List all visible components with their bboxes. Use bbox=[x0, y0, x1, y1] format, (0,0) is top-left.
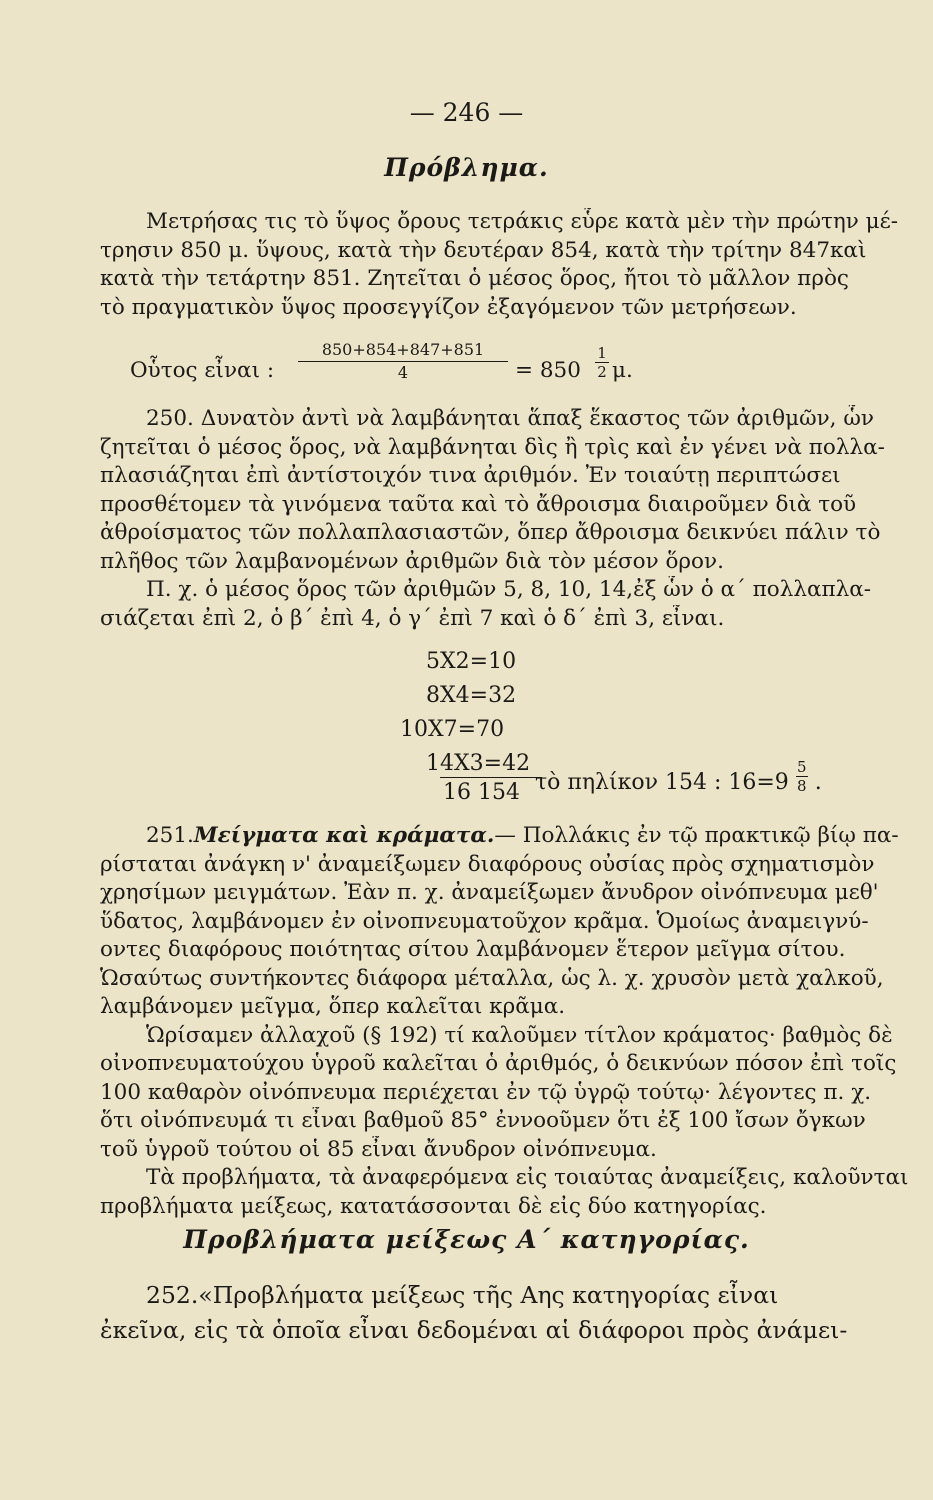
text-line: τρησιν 850 μ. ὕψους, κατὰ τὴν δευτέραν 854, κατὰ τὴν τρίτην 847καὶ bbox=[100, 237, 867, 263]
section-lead: — Πολλάκις ἐν τῷ πρακτικῷ βίῳ πα- bbox=[494, 823, 899, 848]
heading-mixture-problems: Προβλήματα μείξεως Α΄ κατηγορίας. bbox=[183, 1225, 750, 1254]
text-line: ἀθροίσματος τῶν πολλαπλασιαστῶν, ὅπερ ἄθροισμα δεικνύει πάλιν τὸ bbox=[100, 520, 881, 545]
text-line: 100 καθαρὸν οἰνόπνευμα περιέχεται ἐν τῷ ὑγρῷ τούτῳ· λέγοντες π. χ. bbox=[100, 1079, 872, 1105]
formula-numerator: 850+854+847+851 bbox=[298, 340, 508, 362]
text-line: Π. χ. ὁ μέσος ὅρος τῶν ἀριθμῶν 5, 8, 10, 14,ἐξ ὧν ὁ α΄ πολλαπλα- bbox=[146, 577, 872, 602]
text-line: προβλήματα μείξεως, κατατάσσονται δὲ εἰς δύο κατηγορίας. bbox=[100, 1193, 767, 1219]
heading-problem: Πρόβλημα. bbox=[384, 153, 549, 182]
text-line: Ὡρίσαμεν ἀλλαχοῦ (§ 192) τί καλοῦμεν τίτλον κράματος· βαθμὸς δὲ bbox=[146, 1022, 893, 1048]
formula-unit: μ. bbox=[612, 358, 633, 383]
text-line: 252.«Προβλήματα μείξεως τῆς Αης κατηγορίας εἶναι bbox=[146, 1281, 779, 1309]
formula-prefix: Οὗτος εἶναι : bbox=[130, 358, 275, 383]
quotient-fraction bbox=[796, 758, 808, 795]
text-line: Μετρήσας τις τὸ ὕψος ὄρους τετράκις εὗρε κατὰ μὲν τὴν πρώτην μέ- bbox=[146, 209, 899, 234]
text-line: ὕδατος, λαμβάνομεν ἐν οἰνοπνευματοῦχον κρᾶμα. Ὁμοίως ἀναμειγνύ- bbox=[100, 908, 869, 934]
formula-result: = 850 bbox=[515, 358, 581, 383]
half-fraction bbox=[595, 344, 609, 381]
text-line: οντες διαφόρους ποιότητας σίτου λαμβάνομεν ἕτερον μεῖγμα σίτου. bbox=[100, 937, 846, 962]
text-line: πλῆθος τῶν λαμβανομένων ἀριθμῶν διὰ τὸν μέσον ὅρον. bbox=[100, 548, 724, 574]
multiplication-list bbox=[400, 645, 530, 781]
calc-line: 14X3=42 bbox=[426, 751, 531, 776]
text-line: τὸ πραγματικὸν ὕψος προσεγγίζον ἐξαγόμενον τῶν μετρήσεων. bbox=[100, 294, 797, 320]
sum-rule bbox=[440, 777, 542, 778]
text-line: οἰνοπνευματούχου ὑγροῦ καλεῖται ὁ ἀριθμός, ὁ δεικνύων πόσον ἐπὶ τοῖς bbox=[100, 1051, 897, 1076]
text-line: κατὰ τὴν τετάρτην 851. Ζητεῖται ὁ μέσος ὅρος, ἤτοι τὸ μᾶλλον πρὸς bbox=[100, 266, 849, 291]
quotient-frac-num: 5 bbox=[797, 758, 807, 776]
paragraph-252 bbox=[100, 1278, 910, 1348]
text-line: ἐκεῖνα, εἰς τὰ ὁποῖα εἶναι δεδομέναι αἱ διάφοροι πρὸς ἀνάμει- bbox=[100, 1316, 848, 1344]
text-line: Τὰ προβλήματα, τὰ ἀναφερόμενα εἰς τοιαύτας ἀναμείξεις, καλοῦνται bbox=[146, 1165, 909, 1190]
section-title: Μείγματα καὶ κράματα. bbox=[193, 823, 495, 848]
paragraph-250 bbox=[100, 405, 910, 633]
quotient-text: τὸ πηλίκον 154 : 16=9 bbox=[534, 770, 789, 795]
mean-formula bbox=[130, 340, 730, 400]
text-line: λαμβάνομεν μεῖγμα, ὅπερ καλεῖται κρᾶμα. bbox=[100, 994, 566, 1019]
page-number: — 246 — bbox=[409, 98, 524, 127]
text-line: Ὡσαύτως συντήκοντες διάφορα μέταλλα, ὡς λ. χ. χρυσὸν μετὰ χαλκοῦ, bbox=[100, 965, 884, 991]
text-line: χρησίμων μειγμάτων. Ἐὰν π. χ. ἀναμείξωμεν ἄνυδρον οἰνόπνευμα μεθ' bbox=[100, 880, 879, 905]
section-mixtures bbox=[100, 822, 910, 1221]
text-line: ρίσταται ἀνάγκη ν' ἀναμείξωμεν διαφόρους οὐσίας πρὸς σχηματισμὸν bbox=[100, 851, 875, 877]
sum-totals: 16 154 bbox=[443, 780, 520, 805]
calc-line: 10X7=70 bbox=[400, 717, 505, 742]
half-numerator: 1 bbox=[595, 344, 609, 363]
text-line: σιάζεται ἐπὶ 2, ὁ β΄ ἐπὶ 4, ὁ γ΄ ἐπὶ 7 καὶ ὁ δ΄ ἐπὶ 3, εἶναι. bbox=[100, 605, 725, 631]
section-number: 251. bbox=[146, 823, 194, 848]
text-line: ὅτι οἰνόπνευμά τι εἶναι βαθμοῦ 85° ἐννοοῦμεν ὅτι ἐξ 100 ἴσων ὄγκων bbox=[100, 1108, 866, 1133]
formula-fraction bbox=[298, 340, 508, 382]
quotient-end: . bbox=[814, 770, 822, 795]
quotient-frac-den: 8 bbox=[797, 777, 807, 795]
text-line: προσθέτομεν τὰ γινόμενα ταῦτα καὶ τὸ ἄθροισμα διαιροῦμεν διὰ τοῦ bbox=[100, 491, 857, 517]
formula-denominator: 4 bbox=[397, 363, 409, 382]
text-line bbox=[100, 822, 910, 851]
half-denominator: 2 bbox=[597, 363, 607, 381]
calc-line: 5X2=10 bbox=[426, 649, 517, 674]
calc-line: 8X4=32 bbox=[426, 683, 517, 708]
text-line: ζητεῖται ὁ μέσος ὅρος, νὰ λαμβάνηται δὶς ἢ τρὶς καὶ ἐν γένει νὰ πολλα- bbox=[100, 434, 885, 460]
text-line: 250. Δυνατὸν ἀντὶ νὰ λαμβάνηται ἅπαξ ἕκαστος τῶν ἀριθμῶν, ὧν bbox=[146, 406, 874, 431]
text-line: πλασιάζηται ἐπὶ ἀντίστοιχόν τινα ἀριθμόν. Ἐν τοιαύτῃ περιπτώσει bbox=[100, 463, 841, 488]
text-line: τοῦ ὑγροῦ τούτου οἱ 85 εἶναι ἄνυδρον οἰνόπνευμα. bbox=[100, 1136, 657, 1162]
paragraph-measurement bbox=[100, 208, 910, 322]
